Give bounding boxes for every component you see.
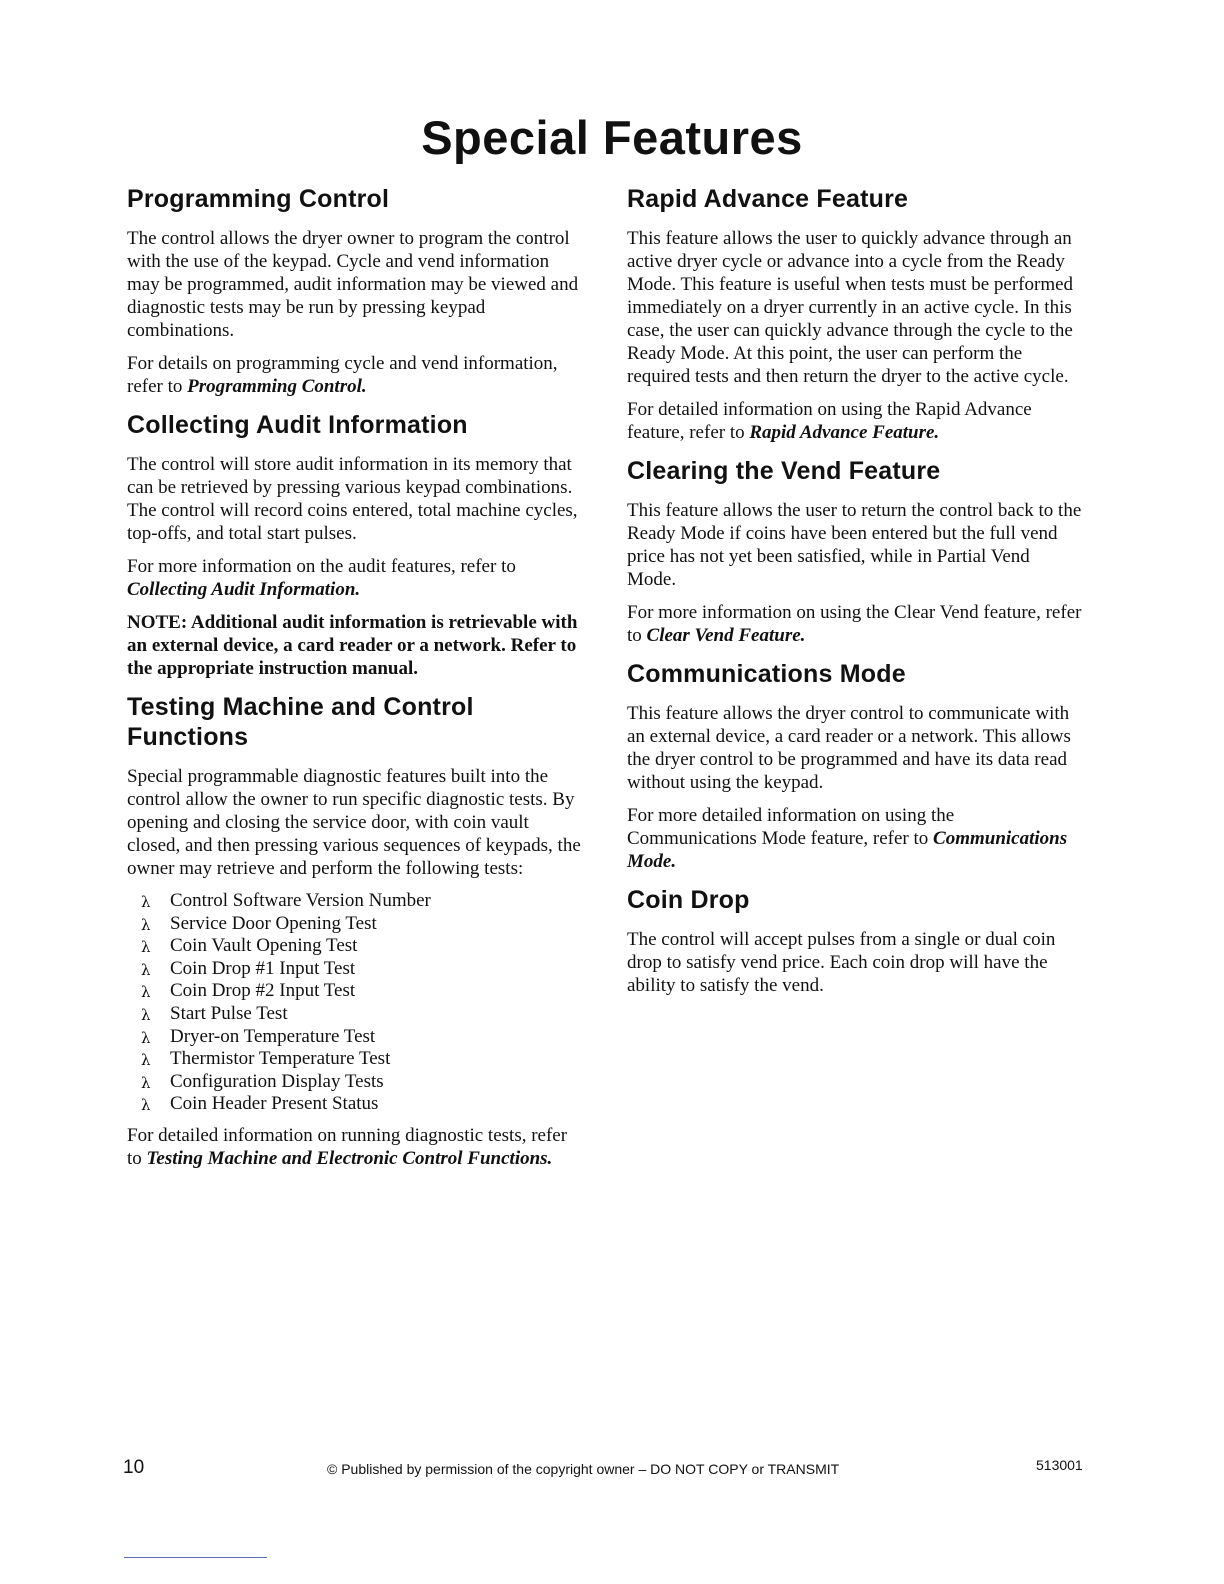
bullet-icon: λ <box>141 1096 151 1115</box>
bullet-icon: λ <box>141 893 151 911</box>
reference-paragraph <box>627 804 1082 873</box>
copyright-notice: © Published by permission of the copyright owner – DO NOT COPY or TRANSMIT <box>327 1461 840 1477</box>
reference-link: Programming Control. <box>187 376 367 397</box>
bullet-icon: λ <box>141 915 151 934</box>
reference-paragraph <box>127 555 585 601</box>
section-heading: Programming Control <box>127 185 390 213</box>
list-item: λ Coin Header Present Status <box>127 1093 585 1116</box>
paragraph: Special programmable diagnostic features built into the control allow the owner to run specific diagnostic tests. By opening and closing the service door, with coin vault closed, and then pressing various sequences of keypads, the owner may retrieve and perform the following tests: <box>127 766 581 879</box>
section-programming-control <box>127 184 585 398</box>
bullet-icon: λ <box>141 960 151 979</box>
section-heading: Testing Machine and Control Functions <box>127 693 474 751</box>
bullet-icon: λ <box>141 1028 151 1047</box>
page-number: 10 <box>123 1457 145 1478</box>
paragraph: This feature allows the user to return the control back to the Ready Mode if coins have been entered but the full vend price has not yet been satisfied, while in Partial Vend Mode. <box>627 500 1082 590</box>
reference-prefix: For more information on the audit features, refer to <box>127 556 516 577</box>
paragraph: This feature allows the dryer control to communicate with an external device, a card reader or a network. This allows the dryer control to be programmed and have its data read without using the keypad. <box>627 703 1071 793</box>
section-collecting-audit <box>127 410 585 680</box>
reference-paragraph <box>627 601 1082 647</box>
reference-link: Clear Vend Feature. <box>646 625 806 646</box>
list-item: λ Coin Vault Opening Test <box>127 935 585 958</box>
section-coin-drop <box>627 885 1082 997</box>
list-item: λ Thermistor Temperature Test <box>127 1048 585 1071</box>
reference-prefix: For more detailed information on using the Communications Mode feature, refer to <box>627 805 955 849</box>
list-item: λ Dryer-on Temperature Test <box>127 1026 585 1049</box>
section-clearing-vend <box>627 456 1082 647</box>
list-item: λ Coin Drop #1 Input Test <box>127 958 585 981</box>
reference-link: Testing Machine and Electronic Control Functions. <box>146 1147 553 1169</box>
right-column <box>627 184 1082 1009</box>
document-number: 513001 <box>1036 1457 1083 1473</box>
test-list <box>127 890 585 1116</box>
bullet-icon: λ <box>141 983 151 1002</box>
bullet-icon: λ <box>141 1051 151 1070</box>
note: NOTE: Additional audit information is retrievable with an external device, a card reader or a network. Refer to the appropriate instruction manual. <box>127 612 578 679</box>
section-heading: Communications Mode <box>627 660 906 688</box>
section-heading: Clearing the Vend Feature <box>627 457 941 485</box>
list-item: λ Service Door Opening Test <box>127 913 585 936</box>
section-heading: Coin Drop <box>627 886 750 914</box>
paragraph: This feature allows the user to quickly advance through an active dryer cycle or advance into a cycle from the Ready Mode. This feature is useful when tests must be performed immediately on a dryer currently in an active cycle. In this case, the user can quickly advance through the cycle to the Ready Mode. At this point, the user can perform the required tests and then return the dryer to the active cycle. <box>627 228 1074 387</box>
section-communications-mode <box>627 659 1082 873</box>
left-column <box>127 184 585 1182</box>
reference-prefix: For detailed information on running diagnostic tests, refer to <box>127 1124 568 1169</box>
bullet-icon: λ <box>141 1073 151 1092</box>
list-item: λ Configuration Display Tests <box>127 1071 585 1094</box>
reference-link: Rapid Advance Feature. <box>749 422 940 443</box>
section-rapid-advance <box>627 184 1082 444</box>
reference-link: Collecting Audit Information. <box>127 579 361 600</box>
reference-prefix: For details on programming cycle and vend information, refer to <box>127 353 558 397</box>
paragraph: The control will store audit information in its memory that can be retrieved by pressing various keypad combinations. The control will record coins entered, total machine cycles, top-offs, and total start pulses. <box>127 454 578 544</box>
section-heading: Collecting Audit Information <box>127 411 468 439</box>
list-item: λ Start Pulse Test <box>127 1003 585 1026</box>
paragraph: The control allows the dryer owner to program the control with the use of the keypad. Cycle and vend information may be programmed, audit information may be viewed and diagnostic tests may be run by pressing keypad combinations. <box>127 228 579 341</box>
bottom-divider <box>124 1557 267 1558</box>
page-title: Special Features <box>421 111 803 164</box>
reference-prefix: For more information on using the Clear Vend feature, refer to <box>627 602 1082 646</box>
list-item: λ Coin Drop #2 Input Test <box>127 980 585 1003</box>
list-item: λ Control Software Version Number <box>127 890 585 913</box>
reference-prefix: For detailed information on using the Rapid Advance feature, refer to <box>627 399 1032 443</box>
reference-paragraph <box>127 352 585 398</box>
section-testing-machine <box>127 692 585 1170</box>
reference-link: Communications Mode. <box>627 828 1068 872</box>
reference-paragraph <box>127 1124 585 1170</box>
section-heading: Rapid Advance Feature <box>627 185 909 213</box>
paragraph: The control will accept pulses from a single or dual coin drop to satisfy vend price. Each coin drop will have the ability to satisfy the vend. <box>627 929 1056 996</box>
reference-paragraph <box>627 398 1082 444</box>
bullet-icon: λ <box>141 1005 151 1024</box>
bullet-icon: λ <box>141 938 151 957</box>
